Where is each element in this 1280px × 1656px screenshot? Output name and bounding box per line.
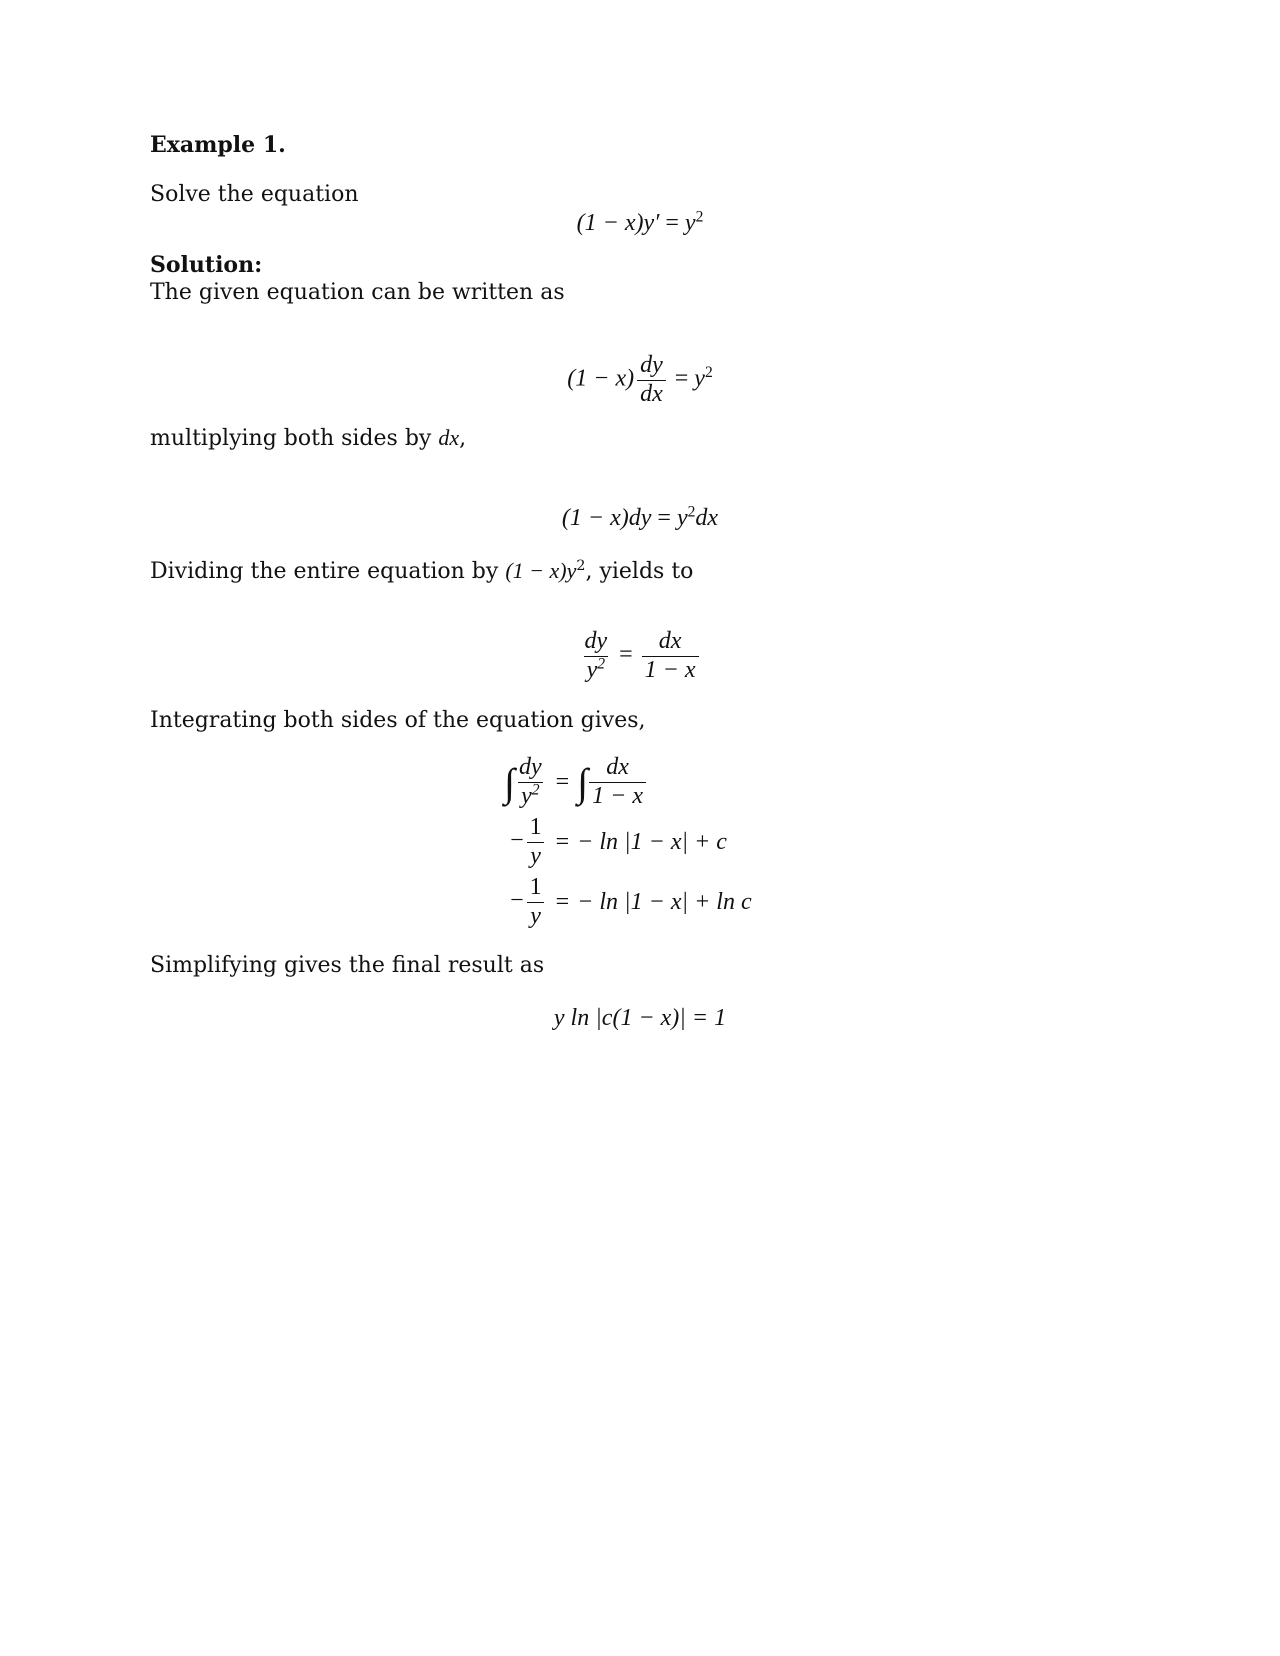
eq4-lnum: dy: [584, 628, 608, 654]
text-integrating: Integrating both sides of the equation gives,: [150, 708, 646, 733]
text2-prefix: multiplying both sides by: [150, 426, 439, 451]
text-multiplying: [150, 425, 466, 451]
eq1-rhs-exp: 2: [695, 208, 704, 226]
eq1-lhs: (1 − x)y′: [576, 210, 660, 236]
eq2-fraction: [637, 352, 666, 408]
row1-lden-exp: 2: [531, 781, 540, 799]
row1-integral-sign: ∫: [504, 759, 515, 805]
eq4-rnum: dx: [658, 628, 682, 654]
equation-2: [0, 352, 1280, 408]
eq2-rhs-base: y: [694, 365, 705, 392]
row2-lhs: [500, 812, 552, 872]
eq2-left: (1 − x): [567, 365, 635, 392]
text3-math-exp: 2: [576, 558, 586, 575]
row1-rden: 1 − x: [589, 782, 646, 811]
text-written-as: The given equation can be written as: [150, 280, 565, 305]
row1-rhs: [573, 752, 755, 812]
row1-lnum: dy: [518, 754, 542, 780]
aligned-equations: [500, 752, 756, 933]
equation-3: [0, 505, 1280, 532]
row2-rel: =: [555, 828, 570, 855]
row3-den: y: [527, 902, 544, 931]
equation-4: [0, 628, 1280, 684]
row3-lhs: [500, 872, 552, 932]
text-dividing: [150, 558, 693, 584]
aligned-row-2: [500, 812, 756, 872]
eq4-lden-base: y: [586, 656, 598, 683]
eq1-rhs-base: y: [684, 210, 696, 236]
equation-final: y ln |c(1 − x)| = 1: [553, 1005, 727, 1031]
eq3-rel: =: [657, 505, 671, 531]
row1-rnum: dx: [606, 754, 629, 780]
eq4-rel: =: [619, 641, 633, 668]
aligned-row-3: [500, 872, 756, 932]
row2-num: 1: [529, 814, 542, 841]
eq2-rel: =: [674, 365, 689, 392]
row2-minus: −: [510, 827, 524, 854]
row3-num: 1: [529, 874, 542, 901]
row1-right-integral-sign: ∫: [577, 759, 589, 805]
equation-1: [0, 210, 1280, 237]
row3-minus: −: [510, 887, 524, 914]
row1-lden: [518, 782, 542, 811]
row1-right-fraction: [589, 754, 646, 810]
eq3-rhs-tail: dx: [695, 505, 719, 531]
intro-text: Solve the equation: [150, 182, 359, 207]
text3-suffix: , yields to: [585, 559, 694, 584]
solution-label: Solution:: [150, 252, 263, 278]
eq2-num: dy: [640, 352, 663, 378]
eq4-lden-exp: 2: [597, 655, 606, 673]
text3-math-base: (1 − x)y: [505, 558, 577, 583]
row1-lhs: [500, 752, 552, 812]
eq3-rhs-exp: 2: [687, 503, 696, 521]
row2-rhs: − ln |1 − x| + c: [577, 828, 727, 855]
row1-rel: =: [555, 768, 570, 795]
text2-suffix: ,: [459, 426, 467, 451]
row3-rel: =: [555, 888, 570, 915]
text3-prefix: Dividing the entire equation by: [150, 559, 506, 584]
row3-rhs: − ln |1 − x| + ln c: [577, 888, 752, 915]
eq3-rhs-base: y: [676, 505, 688, 531]
row2-fraction: [527, 814, 545, 870]
eq4-left-fraction: [581, 628, 610, 684]
row1-left-fraction: [516, 754, 545, 810]
row3-fraction: [527, 874, 545, 930]
eq2-rhs-exp: 2: [704, 364, 713, 382]
text2-math: dx: [438, 425, 460, 450]
eq4-right-fraction: [642, 628, 699, 684]
row1-lden-base: y: [521, 782, 532, 809]
text-simplifying: Simplifying gives the final result as: [150, 953, 545, 978]
eq3-left: (1 − x)dy: [561, 505, 652, 531]
row2-den: y: [527, 842, 544, 871]
eq4-rden: 1 − x: [642, 656, 699, 685]
aligned-row-1: [500, 752, 756, 812]
eq2-den: dx: [637, 380, 666, 409]
example-heading: Example 1.: [150, 132, 286, 158]
eq4-lden: [584, 656, 608, 685]
eq1-rel: =: [665, 210, 679, 236]
